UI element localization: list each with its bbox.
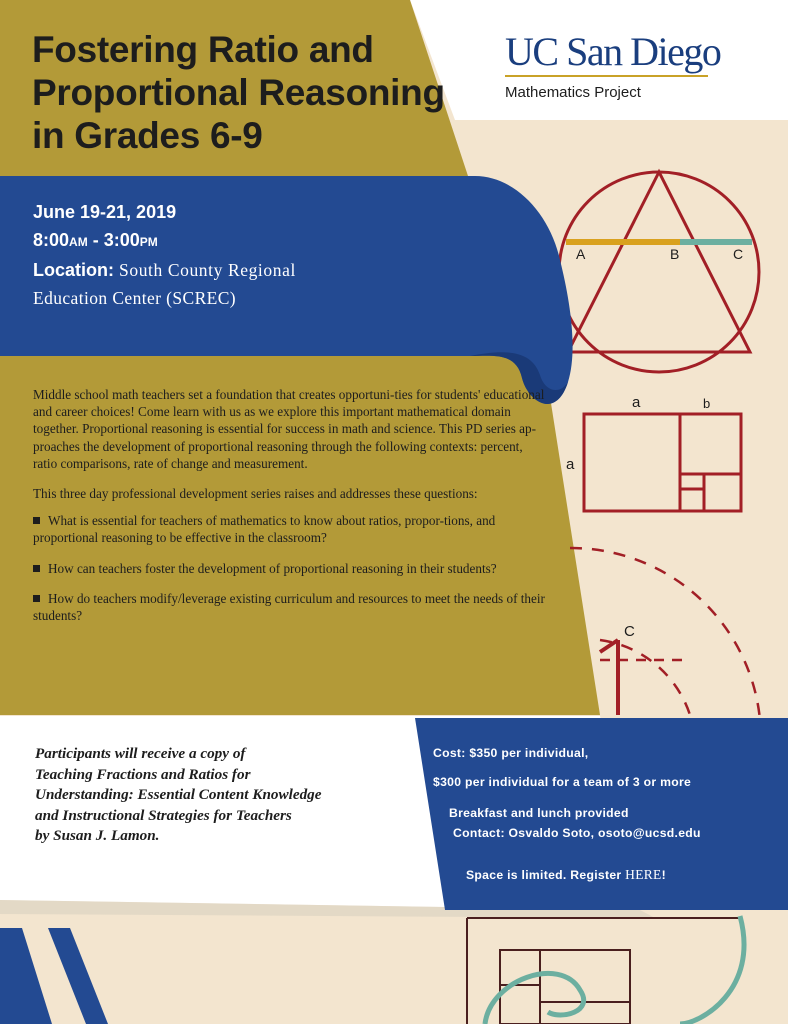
cost-team: $300 per individual for a team of 3 or more: [433, 775, 692, 789]
question-text: How can teachers foster the development of proportional reasoning in their students?: [48, 560, 497, 576]
logo-wordmark: UC San Diego: [505, 29, 721, 74]
participants-note: [35, 744, 415, 847]
page-title: [32, 28, 452, 157]
location-line2: Education Center (SCREC): [33, 288, 237, 308]
participants-line: Teaching Fractions and Ratios for: [35, 765, 251, 783]
question-item: [33, 512, 545, 546]
description-paragraph: Middle school math teachers set a foundation that creates opportuni-ties for students' educational and career choices! Come learn with us as we explore this important mathematical domain together. Proportional reasoning is essential for success in math and science. This PD series ap-proaches the development of proportional reasoning through the following contexts: percent, ratio comparisons, rate of change and measurement.: [33, 387, 545, 471]
contact-info: Contact: Osvaldo Soto, osoto@ucsd.edu: [453, 826, 701, 840]
event-date: June 19-21, 2019: [33, 202, 177, 222]
square-bullet-icon: [33, 517, 40, 524]
cost-individual: Cost: $350 per individual,: [433, 746, 589, 760]
logo-subtitle: Mathematics Project: [505, 84, 641, 101]
label-spiral-c: C: [624, 623, 635, 640]
logo-underline: [505, 75, 708, 77]
description-paragraph: This three day professional development series raises and addresses these questions:: [33, 486, 478, 502]
meals-info: Breakfast and lunch provided: [449, 806, 629, 820]
time-end: 3:00: [103, 230, 140, 250]
label-rect-side-a: a: [566, 456, 575, 473]
register-line: [466, 867, 666, 883]
square-bullet-icon: [33, 565, 40, 572]
event-location: [33, 256, 296, 284]
title-line: Fostering Ratio and: [32, 29, 374, 70]
label-rect-b: b: [703, 396, 711, 411]
label-a: A: [576, 246, 586, 262]
label-c: C: [733, 246, 744, 262]
question-item: [33, 560, 545, 577]
location-label: Location:: [33, 260, 114, 280]
label-b: B: [670, 246, 680, 262]
participants-line: and Instructional Strategies for Teachers: [35, 806, 292, 824]
label-rect-a: a: [632, 394, 641, 411]
participants-line: Understanding: Essential Content Knowledge: [35, 786, 322, 803]
time-separator: -: [87, 230, 104, 250]
title-line: in Grades 6-9: [32, 115, 263, 156]
location-line1: South County Regional: [119, 260, 296, 280]
ucsd-logo: [505, 29, 721, 101]
event-time: [33, 226, 296, 256]
description: [33, 386, 545, 637]
title-line: Proportional Reasoning: [32, 72, 445, 113]
question-text: What is essential for teachers of mathematics to know about ratios, propor-tions, and proportional reasoning to be effective in the classroom?: [33, 513, 496, 546]
register-text: Space is limited. Register: [466, 868, 626, 882]
time-start: 8:00: [33, 230, 70, 250]
participants-line: Participants will receive a copy of: [35, 745, 246, 762]
register-end: !: [661, 868, 666, 882]
question-item: [33, 590, 545, 624]
time-start-suffix: AM: [69, 235, 88, 249]
time-end-suffix: PM: [139, 235, 158, 249]
register-link[interactable]: HERE: [625, 867, 662, 882]
question-text: How do teachers modify/leverage existing curriculum and resources to meet the needs of their students?: [33, 590, 545, 624]
participants-line: by Susan J. Lamon.: [35, 827, 160, 844]
event-details: [33, 198, 296, 312]
square-bullet-icon: [33, 595, 40, 602]
